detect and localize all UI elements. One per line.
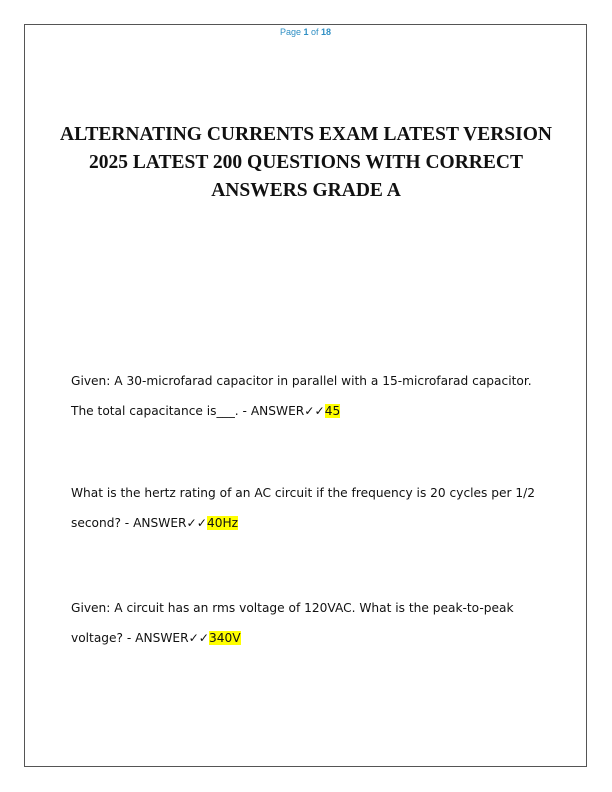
double-check-icon: ✓✓ [188, 631, 209, 645]
page-total: 18 [321, 27, 332, 37]
double-check-icon: ✓✓ [304, 404, 325, 418]
page-of: of [311, 27, 319, 37]
highlighted-answer: 40Hz [206, 516, 239, 530]
page-number [25, 27, 586, 37]
question-text: Given: A 30-microfarad capacitor in parallel with a 15-microfarad capacitor. The total capacitance is___. - ANSWER [71, 374, 532, 418]
highlighted-answer: 340V [209, 631, 241, 645]
question-3 [71, 593, 551, 653]
question-2 [71, 478, 551, 538]
question-text: What is the hertz rating of an AC circuit if the frequency is 20 cycles per 1/2 second? - ANSWER [71, 486, 536, 530]
double-check-icon: ✓✓ [186, 516, 207, 530]
page-label: Page [279, 27, 301, 37]
page-frame [24, 24, 587, 767]
page-current: 1 [303, 27, 309, 37]
question-text: Given: A circuit has an rms voltage of 120VAC. What is the peak-to-peak voltage? - ANSWER [71, 601, 514, 645]
question-1 [71, 366, 551, 426]
document-title: ALTERNATING CURRENTS EXAM LATEST VERSION 2025 LATEST 200 QUESTIONS WITH CORRECT ANSWERS GRADE A [60, 124, 552, 201]
highlighted-answer: 45 [324, 404, 341, 418]
